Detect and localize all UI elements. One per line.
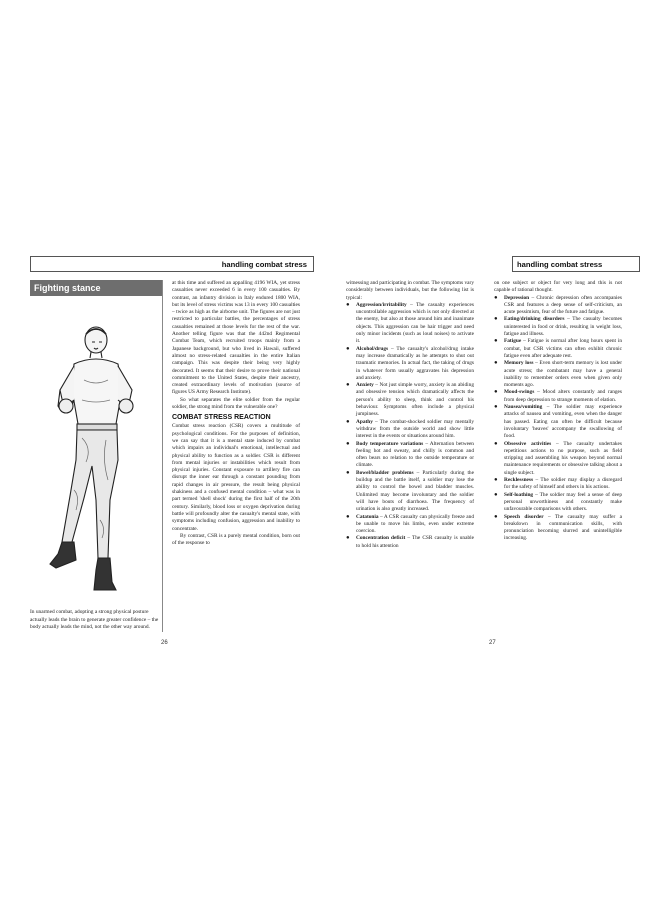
list-item: ● Anxiety – Not just simple worry, anxiety is an abiding and obsessive tension which dramatically affects the person's ability to sleep, think and control his behaviour. Symptoms often include a physical jumpiness. bbox=[346, 382, 474, 418]
list-item: ● Depression – Chronic depression often accompanies CSR and features a deep sense of self-criticism, an acute pessimism, fear of the future and fatigue. bbox=[494, 294, 622, 316]
sidebar-box bbox=[30, 280, 163, 632]
list-item: ● Recklessness – The soldier may display a disregard for the safety of himself and others in his actions. bbox=[494, 477, 622, 491]
right-page-text-column-1 bbox=[346, 280, 474, 550]
section-heading: COMBAT STRESS REACTION bbox=[172, 414, 271, 422]
symptom-list bbox=[494, 295, 622, 543]
body-paragraph: So what separates the elite soldier from the regular soldier, the strong mind from the vulnerable one? bbox=[172, 396, 300, 411]
list-item: ● Alcohol/drugs – The casualty's alcohol/drug intake may increase dramatically as he attempts to shut out traumatic memories. In actual fact, the taking of drugs in whatever form usually aggravates his depression and anxiety. bbox=[346, 345, 474, 381]
list-item: ● Obsessive activities – The casualty undertakes repetitious actions to no purpose, such as field stripping and assembling his weapon beyond normal maintenance requirements or obsessive talking about a single subject. bbox=[494, 440, 622, 476]
sidebar-title: Fighting stance bbox=[30, 280, 162, 296]
symptom-list bbox=[346, 302, 474, 550]
list-item: ● Apathy – The combat-shocked soldier may mentally withdraw from the outside world and show little interest in the events or situations around him. bbox=[346, 418, 474, 440]
list-item: ● Aggression/irritability – The casualty experiences uncontrollable aggression which is not only directed at the enemy, but also at those around him and inanimate objects. This aggression can be hair trigger and need only minor incidents (such as loud noises) to activate it. bbox=[346, 301, 474, 345]
page-number: 26 bbox=[161, 640, 168, 646]
body-paragraph: By contrast, CSR is a purely mental condition, born out of the response to bbox=[172, 532, 300, 547]
list-item: ● Body temperature variations – Alternation between feeling hot and sweaty, and chilly is common and often bears no relation to the outside temperature or climate. bbox=[346, 440, 474, 469]
list-item: ● Eating/drinking disorders – The casualty becomes uninterested in food or drink, resulting in weight loss, fatigue and illness. bbox=[494, 316, 622, 338]
body-paragraph: at this time and suffered an appalling 4196 WIA, yet stress casualties never exceeded 6 in every 100 casualties. By contrast, an infantry division in Italy endured 1800 WIA, but its level of stress victims was 13 in every 100 casualties – twice as high as the airborne unit. The figures are not just restricted to particular battles, the percentages of stress casualties remained at those levels for the rest of the war. Another telling figure was that the 442nd Regimental Combat Team, which recruited troops mainly from a Japanese background, but who lived in Hawaii, suffered almost no stress-related casualties in the entire Italian campaign. This was despite their being very highly decorated. It seems that their desire to prove their national commitment to the United States, despite their ancestry, created extraordinary levels of motivation (source of figures US Army Research Institute). bbox=[172, 280, 300, 396]
page-header: handling combat stress bbox=[512, 256, 640, 272]
soldier-fighting-stance-illustration bbox=[44, 320, 148, 605]
left-page-text-column bbox=[172, 280, 300, 547]
right-page bbox=[346, 256, 630, 656]
page-header: handling combat stress bbox=[30, 256, 314, 272]
list-item: ● Catatonia – A CSR casualty can physically freeze and be unable to move his limbs, even under extreme coercion. bbox=[346, 513, 474, 535]
list-item: ● Bowel/bladder problems – Particularly during the buildup and the battle itself, a soldier may lose the ability to control the bowel and bladder muscles. Unlimited may become involuntary and the soldier will have bouts of diarrhoea. The frequency of urination is also greatly increased. bbox=[346, 469, 474, 513]
list-item: ● Memory loss – Even short-term memory is lost under acute stress; the combatant may have a general inability to remember orders even when given only moments ago. bbox=[494, 360, 622, 389]
list-item: ● Speech disorder – The casualty may suffer a breakdown in communication skills, with pronunciation becoming slurred and unintelligible increasing. bbox=[494, 513, 622, 542]
left-page bbox=[30, 256, 314, 656]
list-item: ● Mood-swings – Mood alters constantly and ranges from deep depression to strange moments of elation. bbox=[494, 389, 622, 403]
body-paragraph: witnessing and participating in combat. The symptoms vary considerably between individuals, but the following list is typical: bbox=[346, 280, 474, 301]
list-item: ● Nausea/vomiting – The soldier may experience attacks of nausea and vomiting, even when the danger has passed. Eating can often be difficult because involuntary 'heaves' accompany the swallowing of food. bbox=[494, 404, 622, 440]
page-number: 27 bbox=[489, 640, 496, 646]
list-item: ● Fatigue – Fatigue is normal after long hours spent in combat, but CSR victims can often exhibit chronic fatigue even after adequate rest. bbox=[494, 338, 622, 359]
body-paragraph: on one subject or object for very long and this is not capable of rational thought. bbox=[494, 280, 622, 294]
right-page-text-column-2 bbox=[494, 280, 622, 543]
body-paragraph: Combat stress reaction (CSR) covers a multitude of psychological conditions. For the purposes of definition, we can say that it is a mental state induced by combat which impairs an individual's emotional, intellectual and physical ability to function as a soldier. CSR is different from mental injuries or instabilities which result from physical injuries. Constant exposure to artillery fire can disrupt the inner ear through a constant pounding from rapid changes in air pressure, the result being physical shakiness and a confused mental condition – what was in part termed 'shell shock' during the first half of the 20th century. Similarly, blood loss or oxygen deprivation during battle will profoundly alter the casualty's mental state, with symptoms including confusion, aggression and inability to concentrate. bbox=[172, 423, 300, 532]
list-item: ● Concentration deficit – The CSR casualty is unable to hold his attention bbox=[346, 535, 474, 549]
list-item: ● Self-loathing – The soldier may feel a sense of deep personal unworthiness and constantly make unfavourable comparisons with others. bbox=[494, 491, 622, 513]
figure-caption: In unarmed combat, adopting a strong physical posture actually leads the brain to generate greater confidence – the body actually leads the mind, not the other way around. bbox=[30, 609, 159, 631]
